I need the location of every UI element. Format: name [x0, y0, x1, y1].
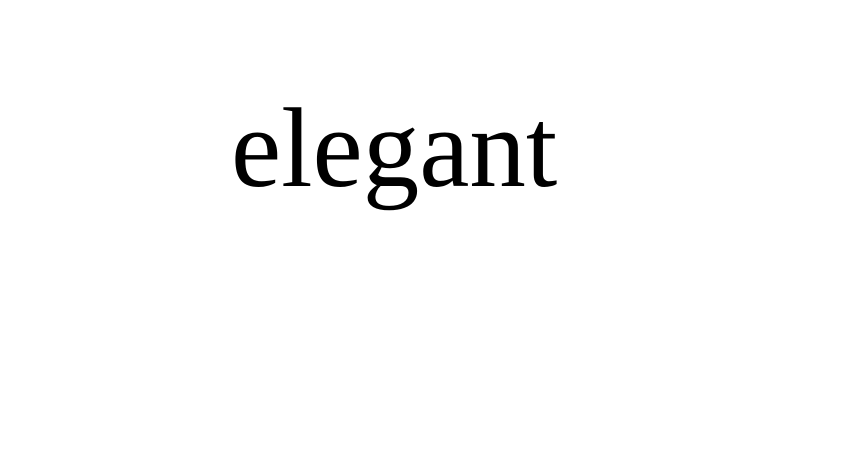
word-text: elegant — [231, 86, 558, 211]
